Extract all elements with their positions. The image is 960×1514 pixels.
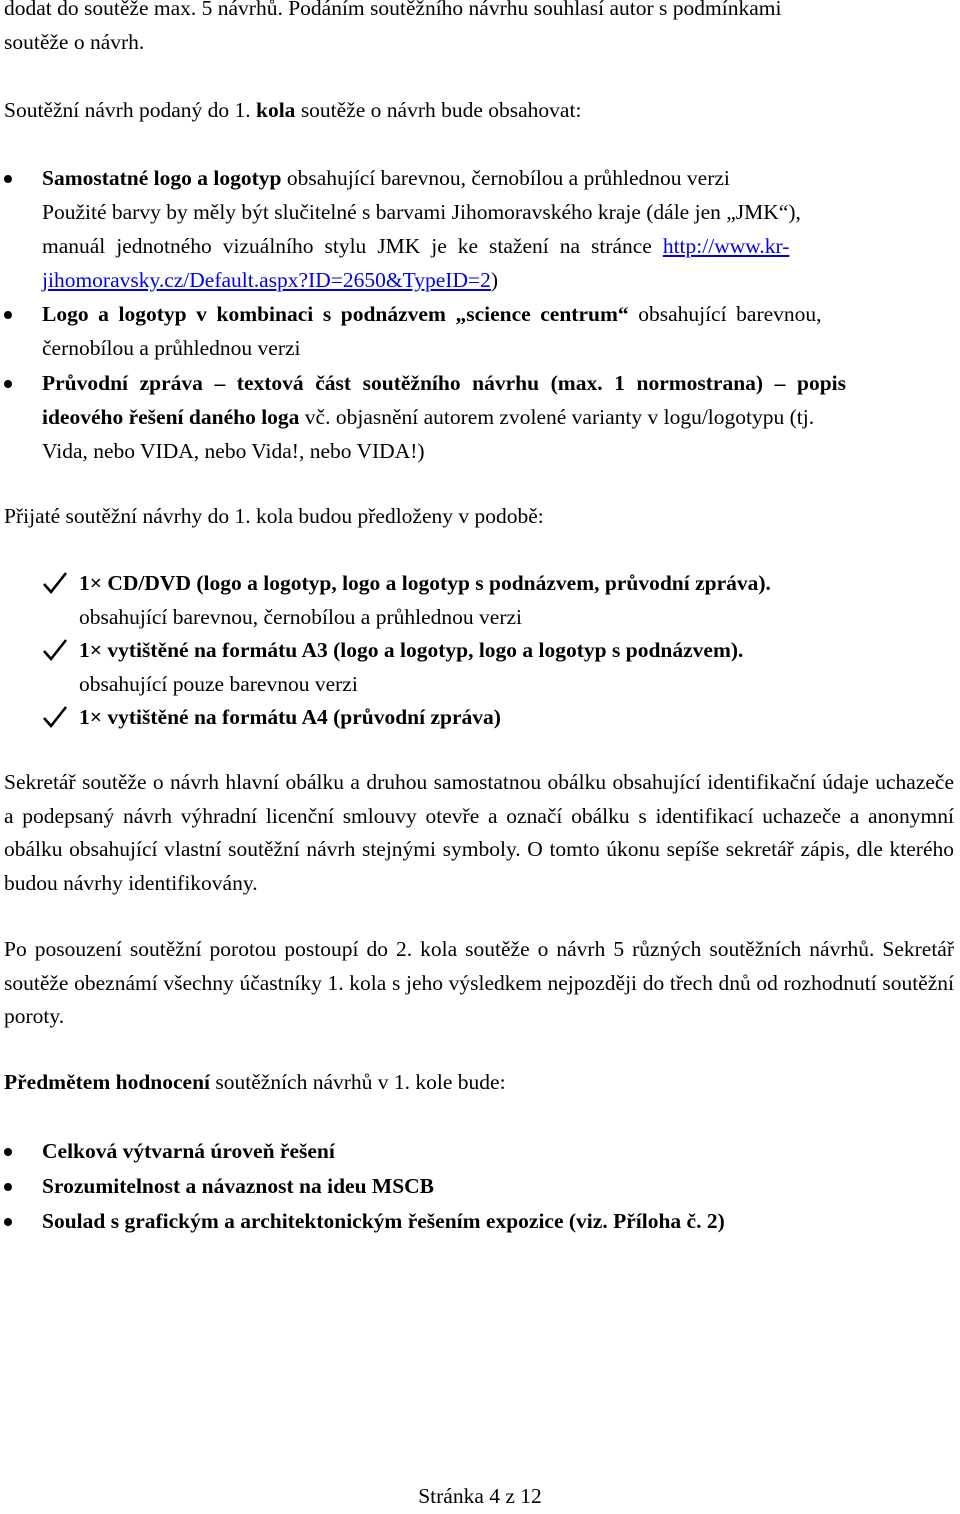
list-item-line: Vida, nebo VIDA, nebo Vida!, nebo VIDA!): [42, 439, 425, 463]
list-item-line: [42, 230, 954, 264]
list-item-line: Použité barvy by měly být slučitelné s barvami Jihomoravského kraje (dále jen „JMK“),: [42, 200, 801, 224]
paragraph-intro: [4, 94, 954, 128]
paragraph-secretary: Sekretář soutěže o návrh hlavní obálku a druhou samostatnou obálku obsahující identifikační údaje uchazeče a podepsaný návrh výhradní licenční smlouvy otevře a označí obálku s identifikací uchazeče a anonymní obálku obsahující vlastní soutěžní návrh stejnými symboly. O tomto úkonu sepíše sekretář zápis, dle kterého budou návrhy identifikovány.: [4, 770, 954, 895]
text-span: Soutěžní návrh podaný do 1.: [4, 98, 256, 122]
jmk-manual-link[interactable]: http://www.kr-: [662, 234, 790, 258]
list-item-line: [42, 401, 954, 435]
bold-text: Celková výtvarná úroveň řešení: [42, 1139, 335, 1163]
checklist-item: [79, 701, 954, 735]
checkmark-icon: [40, 702, 70, 732]
text-span: vč. objasnění autorem zvolené varianty v logu/logotypu (tj.: [299, 405, 815, 429]
paragraph: Přijaté soutěžní návrhy do 1. kola budou předloženy v podobě:: [4, 504, 544, 528]
text-span: soutěžních návrhů v 1. kole bude:: [210, 1070, 506, 1094]
bold-text: 1× CD/DVD (logo a logotyp, logo a logotyp s podnázvem, průvodní zpráva).: [79, 571, 771, 595]
bullet-icon: [4, 380, 12, 388]
text-span: ): [490, 268, 499, 292]
bullet-icon: [4, 311, 12, 319]
list-item: [42, 1135, 954, 1169]
list-item: [42, 298, 954, 332]
bold-text: Předmětem hodnocení: [4, 1070, 211, 1094]
list-item: [42, 367, 954, 401]
list-item-line: černobílou a průhlednou verzi: [42, 336, 301, 360]
paragraph-line: soutěže o návrh.: [4, 30, 145, 54]
list-item: [42, 162, 954, 196]
bold-text: ideového řešení daného loga: [42, 405, 300, 429]
bullet-icon: [4, 1218, 12, 1226]
checklist-item: [79, 567, 954, 601]
checkmark-icon: [40, 635, 70, 665]
checklist-item-subtext: obsahující barevnou, černobílou a průhlednou verzi: [79, 605, 522, 629]
text-span: manuál jednotného vizuálního stylu JMK je ke stažení na stránce: [42, 234, 663, 258]
list-item: [42, 1205, 954, 1239]
text-span: soutěže o návrh bude obsahovat:: [295, 98, 582, 122]
paragraph-second-round: Po posouzení soutěžní porotou postoupí do 2. kola soutěže o návrh 5 různých soutěžních návrhů. Sekretář soutěže obeznámí všechny účastníky 1. kola s jeho výsledkem nejpozději do třech dnů od rozhodnutí soutěžní poroty.: [4, 937, 954, 1029]
bold-text: kola: [256, 98, 296, 122]
list-item-line: [42, 264, 954, 298]
bold-text: Samostatné logo a logotyp: [42, 166, 282, 190]
text-span: obsahující barevnou,: [628, 302, 822, 326]
jmk-manual-link-continued[interactable]: jihomoravsky.cz/Default.aspx?ID=2650&TypeID=2: [42, 268, 491, 292]
checklist-item-subtext: obsahující pouze barevnou verzi: [79, 672, 358, 696]
bold-text: Logo a logotyp v kombinaci s podnázvem „science centrum“: [42, 302, 629, 326]
paragraph-line: dodat do soutěže max. 5 návrhů. Podáním soutěžního návrhu souhlasí autor s podmínkami: [4, 0, 782, 20]
bold-text: Soulad s grafickým a architektonickým řešením expozice (viz. Příloha č. 2): [42, 1209, 725, 1233]
bold-text: Srozumitelnost a návaznost na ideu MSCB: [42, 1174, 435, 1198]
checkmark-icon: [40, 568, 70, 598]
bullet-icon: [4, 175, 12, 183]
page-number: Stránka 4 z 12: [418, 1484, 542, 1508]
checklist-item: [79, 634, 954, 668]
bold-text: 1× vytištěné na formátu A3 (logo a logotyp, logo a logotyp s podnázvem).: [79, 638, 744, 662]
bullet-icon: [4, 1183, 12, 1191]
bold-text: Průvodní zpráva – textová část soutěžního návrhu (max. 1 normostrana) – popis: [42, 371, 846, 395]
text-span: obsahující barevnou, černobílou a průhlednou verzi: [281, 166, 730, 190]
list-item: [42, 1170, 954, 1204]
bold-text: 1× vytištěné na formátu A4 (průvodní zpráva): [79, 705, 501, 729]
bullet-icon: [4, 1148, 12, 1156]
paragraph-evaluation: [4, 1066, 954, 1100]
